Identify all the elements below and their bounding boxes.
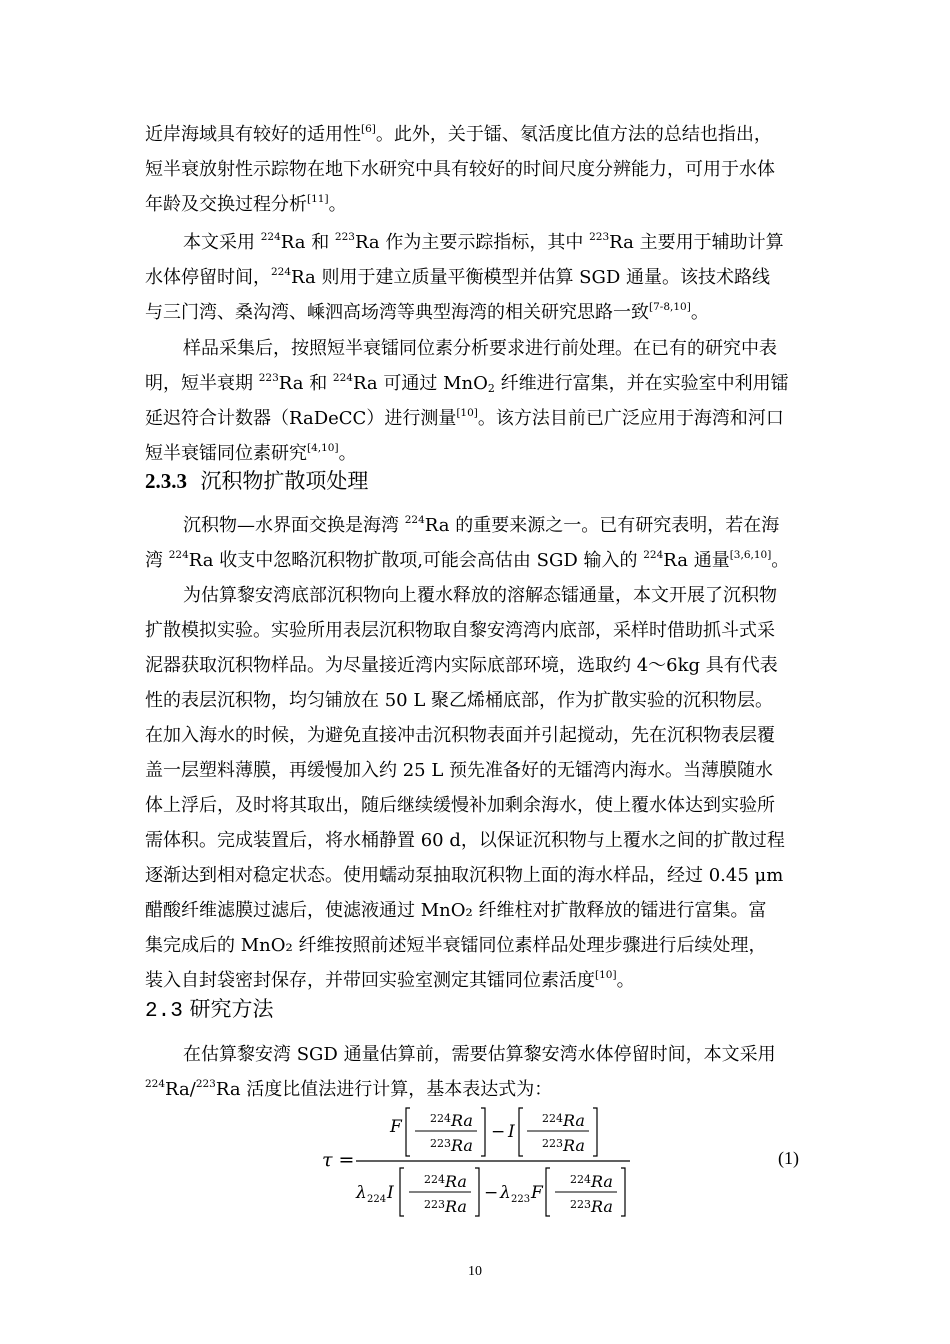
formula-ra: Ra — [451, 1111, 473, 1130]
text-span: Ra 活度比值法进行计算，基本表达式为： — [215, 1079, 553, 1100]
citation: [11] — [307, 193, 329, 205]
formula-bracket — [621, 1168, 625, 1216]
text-line — [145, 928, 807, 963]
text-span: 年龄及交换过程分析 — [145, 194, 307, 215]
isotope-superscript: 224 — [168, 549, 189, 561]
subscript: 2 — [487, 382, 495, 395]
text-span: 纤维柱对扩散释放的镭进行富集。富 — [472, 900, 767, 921]
paragraph-4 — [145, 508, 807, 578]
equation-number: (1) — [778, 1148, 799, 1168]
citation: [7-8,10] — [649, 301, 691, 313]
heading-text: 沉积物扩散项处理 — [200, 469, 369, 493]
formula-residence-time — [320, 1100, 640, 1218]
isotope-superscript: 223 — [258, 372, 279, 384]
formula-ra: Ra — [445, 1197, 467, 1216]
text-span: 水体停留时间， — [145, 267, 271, 288]
paragraph-2 — [145, 225, 807, 330]
citation: [10] — [456, 407, 478, 419]
text-line: 盖一层塑料薄膜，再缓慢加入约 25 L 预先准备好的无镭湾内海水。当薄膜随水 — [145, 760, 774, 781]
formula-ra: Ra — [445, 1172, 467, 1191]
text-span: 。该方法目前已广泛应用于海湾和河口 — [477, 408, 784, 429]
text-line — [145, 893, 807, 928]
formula-ra: Ra — [591, 1172, 613, 1191]
isotope-superscript: 224 — [271, 266, 292, 278]
text-span: 纤维进行富集，并在实验室中利用镭 — [494, 373, 789, 394]
isotope-superscript: 224 — [404, 514, 425, 526]
isotope-superscript: 223 — [334, 231, 355, 243]
text-line: 逐渐达到相对稳定状态。使用蠕动泵抽取沉积物上面的海水样品，经过 0.45 μm — [145, 865, 784, 886]
text-line: 扩散模拟实验。实验所用表层沉积物取自黎安湾湾内底部，采样时借助抓斗式采 — [145, 620, 775, 641]
isotope-superscript: 224 — [260, 231, 281, 243]
formula-lambda-sub: 223 — [511, 1194, 531, 1205]
section-heading-2-3-3 — [145, 466, 368, 496]
formula-bracket — [475, 1168, 479, 1216]
text-span: 纤维按照前述短半衰镭同位素样品处理步骤进行后续处理， — [292, 935, 767, 956]
formula-I: I — [508, 1122, 515, 1142]
text-span: 延迟符合计数器（RaDeCC）进行测量 — [145, 408, 457, 429]
formula-iso: 224 — [570, 1173, 591, 1186]
formula-tau: τ = — [322, 1149, 355, 1171]
paragraph-3 — [145, 331, 807, 471]
formula-lambda: λ — [356, 1183, 367, 1203]
formula-iso: 223 — [424, 1198, 445, 1211]
isotope-superscript: 224 — [332, 372, 353, 384]
isotope-superscript: 223 — [589, 231, 610, 243]
citation: [4,10] — [307, 442, 339, 454]
text-span: 沉积物—水界面交换是海湾 — [183, 515, 405, 536]
page-number: 10 — [468, 1264, 482, 1279]
text-span: 近岸海域具有较好的适用性 — [145, 124, 361, 145]
formula-lambda: λ — [500, 1183, 511, 1203]
formula-iso: 223 — [430, 1137, 451, 1150]
text-line — [145, 187, 807, 222]
text-span: Ra 通量 — [663, 550, 730, 571]
text-span: Ra 作为主要示踪指标，其中 — [354, 232, 590, 253]
text-line: 为估算黎安湾底部沉积物向上覆水释放的溶解态镭通量，本文开展了沉积物 — [183, 585, 777, 606]
section-heading-2-3 — [145, 994, 274, 1027]
text-span: Ra 的重要来源之一。已有研究表明，若在海 — [424, 515, 780, 536]
text-line: 泥器获取沉积物样品。为尽量接近湾内实际底部环境，选取约 4～6kg 具有代表 — [145, 655, 778, 676]
paragraph-1 — [145, 117, 807, 222]
text-line — [145, 152, 807, 187]
subscript: ₂ — [285, 935, 293, 956]
formula-bracket — [406, 1108, 410, 1156]
text-span: Ra/ — [165, 1079, 196, 1100]
text-span: 。 — [616, 970, 635, 991]
text-line — [145, 508, 807, 543]
text-line: 在加入海水的时候，为避免直接冲击沉积物表面并引起搅动，先在沉积物表层覆 — [145, 725, 775, 746]
citation: [3,6,10] — [729, 549, 772, 561]
formula-minus: − — [491, 1122, 506, 1142]
paragraph-5 — [145, 578, 807, 998]
formula-bracket — [400, 1168, 404, 1216]
text-span: 与三门湾、桑沟湾、嵊泗高场湾等典型海湾的相关研究思路一致 — [145, 302, 649, 323]
text-span: 样品采集后，按照短半衰镭同位素分析要求进行前处理。在已有的研究中表 — [183, 338, 777, 359]
formula-ra: Ra — [563, 1111, 585, 1130]
text-line — [145, 260, 807, 295]
paragraph-6 — [145, 1037, 807, 1107]
formula-lambda-sub: 224 — [367, 1194, 387, 1205]
formula-iso: 223 — [570, 1198, 591, 1211]
text-span: Ra 和 — [278, 373, 333, 394]
text-span: 装入自封袋密封保存，并带回实验室测定其镭同位素活度 — [145, 970, 595, 991]
formula-ra: Ra — [591, 1197, 613, 1216]
isotope-superscript: 223 — [195, 1078, 216, 1090]
formula-iso: 224 — [430, 1112, 451, 1125]
formula-bracket — [593, 1108, 597, 1156]
citation: [10] — [595, 969, 617, 981]
text-line: 体上浮后，及时将其取出，随后继续缓慢补加剩余海水，使上覆水体达到实验所 — [145, 795, 775, 816]
text-line — [145, 401, 807, 436]
text-span: 集完成后的 MnO — [145, 935, 286, 956]
text-span: Ra 收支中忽略沉积物扩散项,可能会高估由 SGD 输入的 — [188, 550, 644, 571]
text-span: 。 — [328, 194, 347, 215]
text-span: 。 — [771, 550, 790, 571]
text-span: 本文采用 — [183, 232, 261, 253]
heading-number: 2.3 — [145, 1000, 183, 1023]
formula-ra: Ra — [451, 1136, 473, 1155]
isotope-superscript: 224 — [145, 1078, 166, 1090]
text-line: 性的表层沉积物，均匀铺放在 50 L 聚乙烯桶底部，作为扩散实验的沉积物层。 — [145, 690, 774, 711]
formula-bracket — [481, 1108, 485, 1156]
text-line — [145, 295, 807, 330]
text-span: 。 — [338, 443, 357, 464]
text-span: Ra 和 — [280, 232, 335, 253]
formula-minus: − — [484, 1183, 499, 1203]
text-span: 明，短半衰期 — [145, 373, 259, 394]
text-line — [145, 331, 807, 366]
text-span: Ra 可通过 MnO — [352, 373, 488, 394]
formula-bracket — [519, 1108, 523, 1156]
text-span: Ra 则用于建立质量平衡模型并估算 SGD 通量。该技术路线 — [291, 267, 771, 288]
text-span: 。此外，关于镭、氡活度比值方法的总结也指出， — [375, 124, 772, 145]
text-line: 在估算黎安湾 SGD 通量估算前，需要估算黎安湾水体停留时间，本文采用 — [183, 1044, 776, 1065]
text-line: 需体积。完成装置后，将水桶静置 60 d，以保证沉积物与上覆水之间的扩散过程 — [145, 830, 785, 851]
text-span: Ra 主要用于辅助计算 — [609, 232, 784, 253]
formula-iso: 223 — [542, 1137, 563, 1150]
formula-iso: 224 — [542, 1112, 563, 1125]
formula-iso: 224 — [424, 1173, 445, 1186]
text-line — [145, 366, 807, 401]
heading-number: 2.3.3 — [145, 469, 187, 493]
text-span: 。 — [690, 302, 709, 323]
isotope-superscript: 224 — [643, 549, 664, 561]
text-line — [145, 963, 807, 998]
formula-F: F — [531, 1183, 543, 1203]
formula-I: I — [387, 1183, 394, 1203]
text-line — [145, 543, 807, 578]
text-span: 短半衰放射性示踪物在地下水研究中具有较好的时间尺度分辨能力，可用于水体 — [145, 159, 775, 180]
subscript: ₂ — [465, 900, 473, 921]
formula-F: F — [390, 1117, 402, 1137]
text-span: 醋酸纤维滤膜过滤后，使滤液通过 MnO — [145, 900, 466, 921]
text-line — [145, 117, 807, 152]
citation: [6] — [361, 123, 376, 135]
text-span: 短半衰镭同位素研究 — [145, 443, 307, 464]
heading-text: 研究方法 — [189, 997, 274, 1021]
formula-ra: Ra — [563, 1136, 585, 1155]
text-line — [145, 225, 807, 260]
text-span: 湾 — [145, 550, 169, 571]
formula-bracket — [546, 1168, 550, 1216]
